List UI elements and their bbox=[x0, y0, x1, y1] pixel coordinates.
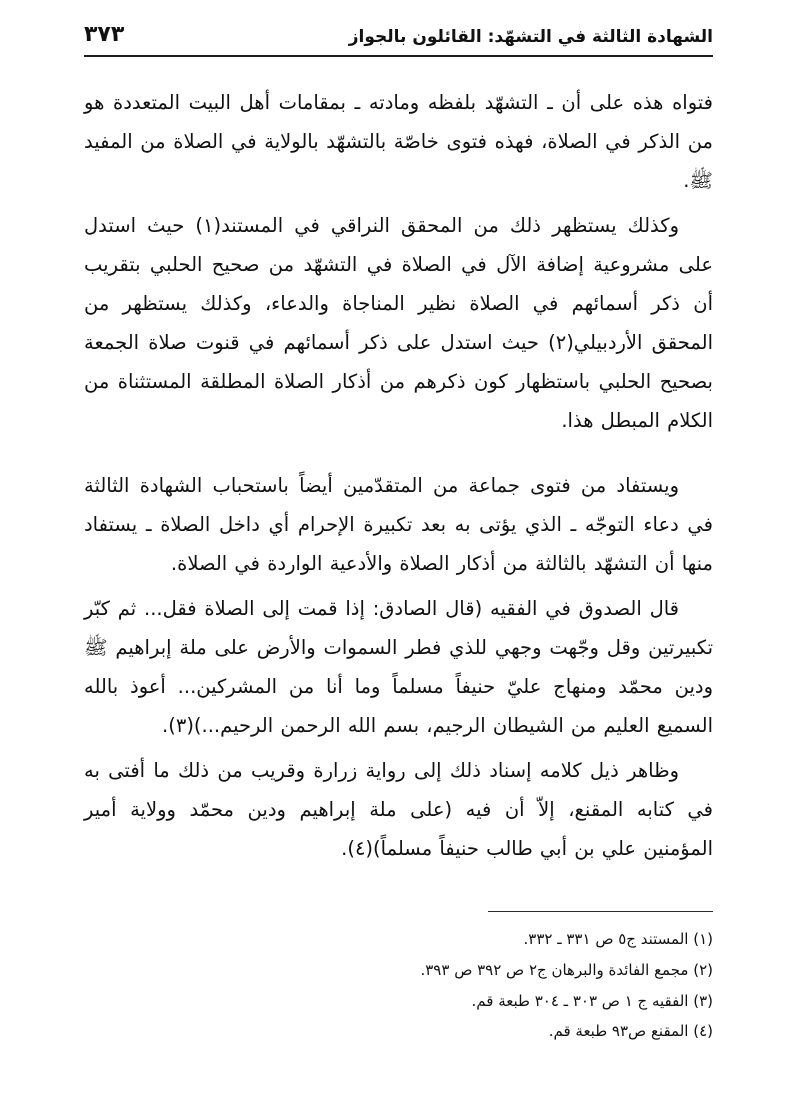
footnote-separator bbox=[488, 911, 713, 912]
body-paragraph: وكذلك يستظهر ذلك من المحقق النراقي في المستند(١) حيث استدل على مشروعية إضافة الآل في الصلاة في التشهّد من صحيح الحلبي بتقريب أن ذكر أسمائهم في الصلاة نظير المناجاة والدعاء، وكذلك يستظهر من المحقق الأردبيلي(٢) حيث استدل على ذكر أسمائهم في قنوت صلاة الجمعة بصحيح الحلبي باستظهار كون ذكرهم من أذكار الصلاة المطلقة المستثناة من الكلام المبطل هذا. bbox=[84, 214, 714, 432]
body-paragraph: قال الصدوق في الفقيه (قال الصادق: إذا قمت إلى الصلاة فقل... ثم كبّر تكبيرتين وقل وجّهت وجهي للذي فطر السموات والأرض على ملة إبراهيم ﷺ ودين محمّد ومنهاج عليّ حنيفاً مسلماً وما أنا من المشركين... أعوذ بالله السميع العليم من الشيطان الرجيم، بسم الله الرحمن الرحيم...)(٣). bbox=[84, 597, 713, 737]
running-header bbox=[84, 22, 713, 57]
body-paragraph: فتواه هذه على أن ـ التشهّد بلفظه ومادته ـ بمقامات أهل البيت المتعددة هو من الذكر في الصلاة، فهذه فتوى خاصّة بالتشهّد بالولاية في الصلاة من المفيد ﷺ. bbox=[84, 91, 713, 192]
footnote-item: (١) المستند ج٥ ص ٣٣١ ـ ٣٣٢. bbox=[523, 930, 713, 948]
body-paragraph: ويستفاد من فتوى جماعة من المتقدّمين أيضاً باستحباب الشهادة الثالثة في دعاء التوجّه ـ الذي يؤتى به بعد تكبيرة الإحرام أي داخل الصلاة ـ يستفاد منها أن التشهّد بالثالثة من أذكار الصلاة والأدعية الواردة في الصلاة. bbox=[84, 474, 713, 575]
page-number: ٣٧٣ bbox=[84, 22, 125, 47]
body-text bbox=[84, 83, 713, 868]
footnote-item: (٣) الفقيه ج ١ ص ٣٠٣ ـ ٣٠٤ طبعة قم. bbox=[471, 991, 713, 1010]
footnote-item: (٤) المقنع ص٩٣ طبعة قم. bbox=[548, 1022, 713, 1041]
body-paragraph: وظاهر ذيل كلامه إسناد ذلك إلى رواية زرارة وقريب من ذلك ما أفتى به في كتابه المقنع، إلاّ أن فيه (على ملة إبراهيم ودين محمّد وولاية أمير المؤمنين علي بن أبي طالب حنيفاً مسلماً)(٤). bbox=[84, 759, 713, 860]
footnote-item: (٢) مجمع الفائدة والبرهان ج٢ ص ٣٩٢ ص ٣٩٣. bbox=[420, 960, 713, 979]
footnotes-section bbox=[84, 911, 713, 1047]
chapter-title: الشهادة الثالثة في التشهّد: القائلون بالجواز bbox=[348, 27, 713, 47]
